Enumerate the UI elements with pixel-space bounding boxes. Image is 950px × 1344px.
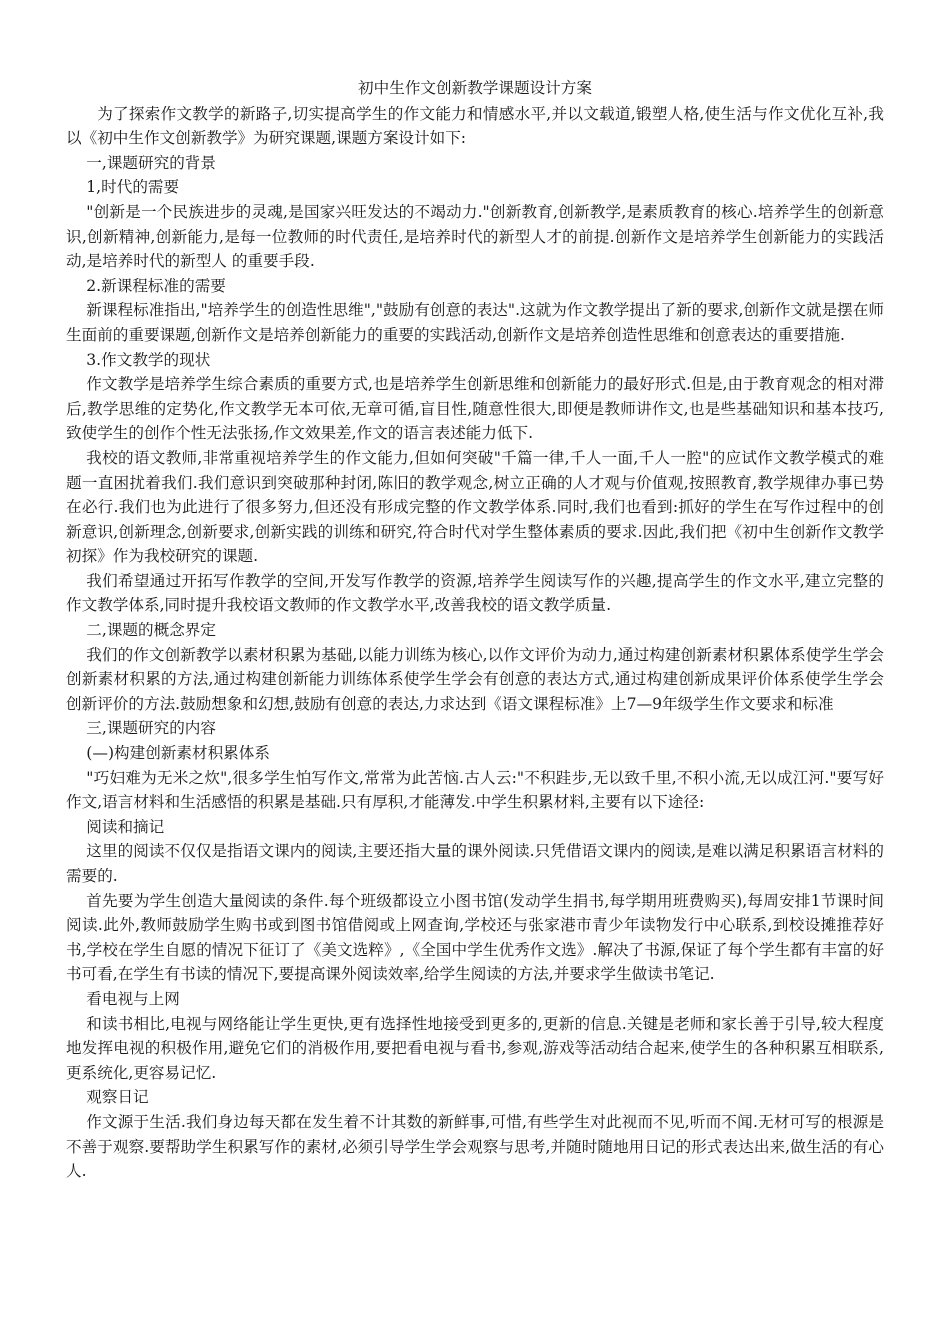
body-paragraph: 新课程标准指出,"培养学生的创造性思维","鼓励有创意的表达".这就为作文教学提出了新的要求,创新作文就是摆在师生面前的重要课题,创新作文是培养创新能力的重要的实践活动,创新作文是培养创造性思维和创意表达的重要措施. [66, 301, 884, 344]
document-title: 初中生作文创新教学课题设计方案 [358, 79, 592, 97]
body-paragraph: 我校的语文教师,非常重视培养学生的作文能力,但如何突破"千篇一律,千人一面,千人一腔"的应试作文教学模式的难题一直困扰着我们.我们意识到突破那种封闭,陈旧的教学观念,树立正确的人才观与价值观,按照教育,教学规律办事已势在必行.我们也为此进行了很多努力,但还没有形成完整的作文教学体系.同时,我们也看到:抓好的学生在写作过程中的创新意识,创新理念,创新要求,创新实践的训练和研究,符合时代对学生整体素质的要求.因此,我们把《初中生创新作文教学初探》作为我校研究的课题. [66, 448, 884, 566]
intro-paragraph: 为了探索作文教学的新路子,切实提高学生的作文能力和情感水平,并以文载道,锻塑人格,使生活与作文优化互补,我以《初中生作文创新教学》为研究课题,课题方案设计如下: [66, 104, 884, 148]
body-paragraph: 我们希望通过开拓写作教学的空间,开发写作教学的资源,培养学生阅读写作的兴趣,提高学生的作文水平,建立完整的作文教学体系,同时提升我校语文教师的作文教学水平,改善我校的语文教学质量. [66, 571, 884, 615]
document-body [66, 102, 884, 1184]
body-paragraph: 和读书相比,电视与网络能让学生更快,更有选择性地接受到更多的,更新的信息.关键是老师和家长善于引导,较大程度地发挥电视的积极作用,避免它们的消极作用,要把看电视与看书,参观,游戏等活动结合起来,使学生的各种积累互相联系,更系统化,更容易记忆. [66, 1014, 884, 1082]
section-heading: 三,课题研究的内容 [86, 719, 216, 738]
body-paragraph: "巧妇难为无米之炊",很多学生怕写作文,常常为此苦恼.古人云:"不积跬步,无以致千里,不积小流,无以成江河."要写好作文,语言材料和生活感悟的积累是基础.只有厚积,才能薄发.中学生积累材料,主要有以下途径: [66, 768, 884, 812]
section-heading: 二,课题的概念界定 [86, 621, 216, 640]
section-heading: 阅读和摘记 [86, 817, 165, 836]
section-heading: (—)构建创新素材积累体系 [86, 744, 270, 763]
body-paragraph: 首先要为学生创造大量阅读的条件.每个班级都设立小图书馆(发动学生捐书,每学期用班费购买),每周安排1节课时间阅读.此外,教师鼓励学生购书或到图书馆借阅或上网查询,学校还与张家港市青少年读物发行中心联系,到校设摊推荐好书,学校在学生自愿的情况下征订了《美文选粹》,《全国中学生优秀作文选》.解决了书源,保证了每个学生都有丰富的好书可看,在学生有书读的情况下,要提高课外阅读效率,给学生阅读的方法,并要求学生做读书笔记. [66, 891, 884, 984]
body-paragraph: 作文源于生活.我们身边每天都在发生着不计其数的新鲜事,可惜,有些学生对此视而不见,听而不闻.无材可写的根源是不善于观察.要帮助学生积累写作的素材,必须引导学生学会观察与思考,并随时随地用日记的形式表达出来,做生活的有心人. [66, 1112, 884, 1181]
section-heading: 3.作文教学的现状 [86, 350, 211, 369]
section-heading: 2.新课程标准的需要 [86, 276, 226, 295]
body-paragraph: 这里的阅读不仅仅是指语文课内的阅读,主要还指大量的课外阅读.只凭借语文课内的阅读,是难以满足积累语言材料的需要的. [66, 842, 884, 885]
body-paragraph: 作文教学是培养学生综合素质的重要方式,也是培养学生创新思维和创新能力的最好形式.但是,由于教育观念的相对滞后,教学思维的定势化,作文教学无本可依,无章可循,盲目性,随意性很大,即便是教师讲作文,也是些基础知识和基本技巧,致使学生的创作个性无法张扬,作文效果差,作文的语言表述能力低下. [66, 375, 884, 443]
section-heading: 一,课题研究的背景 [86, 153, 216, 172]
section-heading: 观察日记 [86, 1088, 149, 1107]
body-paragraph: "创新是一个民族进步的灵魂,是国家兴旺发达的不竭动力."创新教育,创新教学,是素质教育的核心.培养学生的创新意识,创新精神,创新能力,是每一位教师的时代责任,是培养时代的新型人才的前提.创新作文是培养学生创新能力的实践活动,是培养时代的新型人 的重要手段. [66, 202, 884, 271]
document-page [66, 76, 884, 1184]
section-heading: 1,时代的需要 [86, 178, 180, 197]
body-paragraph: 我们的作文创新教学以素材积累为基础,以能力训练为核心,以作文评价为动力,通过构建创新素材积累体系使学生学会创新素材积累的方法,通过构建创新能力训练体系使学生学会有创意的表达方式,通过构建创新成果评价体系使学生学会创新评价的方法.鼓励想象和幻想,鼓励有创意的表达,力求达到《语文课程标准》上7—9年级学生作文要求和标准 [66, 645, 884, 713]
section-heading: 看电视与上网 [86, 989, 180, 1008]
